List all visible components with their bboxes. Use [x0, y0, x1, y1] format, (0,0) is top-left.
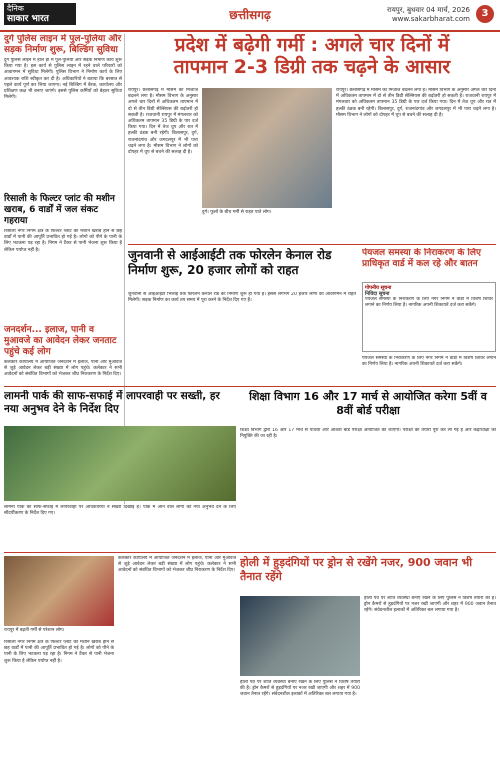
- photo-caption-2: रायपुर में बढ़ती गर्मी से परेशान लोग।: [4, 628, 114, 634]
- tender-text: पेयजल समस्या के निराकरण के लिए नगर निगम ने वार्डों में विशेष शिविर लगाने का निर्णय लिया है। नागरिक अपनी शिकायतें दर्ज करा सकेंगे।: [365, 297, 493, 309]
- photo-caption-1: दुर्ग। फूलों के बीच गर्मी से राहत पाते लोग।: [202, 210, 332, 216]
- middle-headline-1: [128, 248, 356, 288]
- main-title-line-1: प्रदेश में बढ़ेगी गर्मी : अगले चार दिनों में: [174, 34, 450, 56]
- masthead-meta: [387, 6, 470, 24]
- middle-headline-3: [240, 390, 496, 424]
- headline-park: लामनी पार्क की साफ-सफाई में लापरवाही पर सख्ती, हर नया अनुभव देने के निर्देश दिए: [4, 390, 220, 415]
- tender-title: गोपनीय सूचना: [365, 285, 392, 291]
- tender-subtitle: निविदा सूचना: [365, 291, 390, 297]
- section-rule-2: [4, 386, 496, 387]
- logo-top: दैनिक: [7, 4, 24, 13]
- bottom-headline: [240, 556, 496, 592]
- article-misc-text-2: रिसाली नगर निगम क्षेत्र के फिल्टर प्लांट की मशीन खराब होने से छह वार्डों में पानी की आपूर्ति प्रभावित हो गई है। लोगों को पीने के पानी के लिए भटकना पड़ रहा है। निगम ने टैंकर से पानी भेजना शुरू किया है लेकिन पर्याप्त नहीं है।: [4, 640, 114, 664]
- right-headline-1: [362, 248, 496, 278]
- headline-water: पेयजल समस्या के निराकरण के लिए प्राधिकृत वार्ड में कल रहे और बातन: [362, 248, 481, 269]
- section-name: छत्तीसगढ़: [229, 8, 271, 22]
- newspaper-logo: [4, 3, 76, 25]
- news-photo-park: [4, 426, 236, 501]
- article-misc-text: कलेक्टर कार्यालय में आयोजित जनदर्शन में इलाज, पानी और मुआवजे से जुड़े आवेदन लेकर बड़ी संख्या में लोग पहुंचे। कलेक्टर ने सभी आवेदनों को संबंधित विभागों को भेजकर शीघ्र निराकरण के निर्देश दिए।: [118, 556, 236, 574]
- headline-holi: होली में हुड़दंगियों पर ड्रोन से रखेंगे नजर, 900 जवान भी तैनात रहेंगे: [240, 556, 473, 583]
- main-title-line-2: तापमान 2-3 डिग्री तक चढ़ने के आसार: [173, 56, 451, 78]
- article-holi-text: होली पर्व पर शांति व्यवस्था बनाए रखने के लिए पुलिस ने विशेष तैयारी की है। ड्रोन कैमरों से हुड़दंगियों पर नजर रखी जाएगी और शहर में 900 जवान तैनात रहेंगे। संवेदनशील इलाकों में अतिरिक्त बल लगाया गया है।: [364, 596, 496, 614]
- tender-notice: [362, 282, 496, 352]
- article-park-text: लामनी पार्क की साफ-सफाई में लापरवाही पर अधिकारियों ने सख्ती दिखाई है। पार्क में आने वाले लोगों को नया अनुभव देने के लिए सौंदर्यीकरण के निर्देश दिए गए।: [4, 505, 236, 517]
- page-number: 3: [476, 5, 494, 23]
- article-text-2: रिसाली नगर निगम क्षेत्र के फिल्टर प्लांट की मशीन खराब होने से छह वार्डों में पानी की आपूर्ति प्रभावित हो गई है। लोगों को पीने के पानी के लिए भटकना पड़ रहा है। निगम ने टैंकर से पानी भेजना शुरू किया है लेकिन पर्याप्त नहीं है।: [4, 229, 122, 253]
- headline-left-1: दुर्ग पुलिस लाइन में पुल-पुलिया और सड़क निर्माण शुरू, बिल्डिंग सुविधा: [4, 34, 122, 55]
- article-water-text: पेयजल समस्या के निराकरण के लिए नगर निगम ने वार्डों में विशेष शिविर लगाने का निर्णय लिया है। नागरिक अपनी शिकायतें दर्ज करा सकेंगे।: [362, 356, 496, 368]
- headline-exam: शिक्षा विभाग 16 और 17 मार्च से आयोजित करेगा 5वीं व 8वीं बोर्ड परीक्षा: [249, 390, 487, 417]
- section-rule-3: [4, 552, 496, 553]
- logo-name: साकार भारत: [7, 14, 49, 24]
- main-headline: [128, 34, 496, 84]
- middle-headline-2: [4, 390, 236, 422]
- news-photo-heat: [202, 88, 332, 208]
- news-photo-drone: [240, 596, 360, 676]
- main-story-text-cont: रायपुर। छत्तीसगढ़ में मौसम का मिजाज बदलने लगा है। मौसम विभाग के अनुसार अगले चार दिनों में अधिकतम तापमान में दो से तीन डिग्री सेल्सियस की बढ़ोतरी हो सकती है। राजधानी रायपुर में मंगलवार को अधिकतम तापमान 35 डिग्री के पार दर्ज किया गया। दिन में तेज धूप और रात में हल्की ठंडक बनी रहेगी। बिलासपुर, दुर्ग, राजनांदगांव और जगदलपुर में भी पारा चढ़ने लगा है। मौसम विभाग ने लोगों को दोपहर में धूप से बचने की सलाह दी है।: [336, 88, 496, 118]
- article-holi-text-2: होली पर्व पर शांति व्यवस्था बनाए रखने के लिए पुलिस ने विशेष तैयारी की है। ड्रोन कैमरों से हुड़दंगियों पर नजर रखी जाएगी और शहर में 900 जवान तैनात रहेंगे। संवेदनशील इलाकों में अतिरिक्त बल लगाया गया है।: [240, 680, 360, 698]
- website-url: www.sakarbharat.com: [391, 15, 470, 23]
- section-rule: [128, 244, 496, 245]
- article-exam-text: शिक्षा विभाग द्वारा 16 और 17 मार्च से पांचवीं और आठवीं बोर्ड परीक्षा आयोजित की जाएगी। परीक्षा की तैयारी पूरी कर ली गई है और केंद्राध्यक्षों की नियुक्ति की जा रही है।: [240, 428, 496, 440]
- article-text-3: कलेक्टर कार्यालय में आयोजित जनदर्शन में इलाज, पानी और मुआवजे से जुड़े आवेदन लेकर बड़ी संख्या में लोग पहुंचे। कलेक्टर ने सभी आवेदनों को संबंधित विभागों को भेजकर शीघ्र निराकरण के निर्देश दिए।: [4, 360, 122, 378]
- article-road-text: जुनवानी से आईआईटी भिलाई तक फोरलेन केनाल रोड का निर्माण शुरू हो गया है। इससे लगभग 20 हजार लोगों को आवागमन में राहत मिलेगी। सड़क निर्माण का कार्य तय समय में पूरा करने के निर्देश दिए गए हैं।: [128, 292, 356, 304]
- headline-left-3: जनदर्शन... इलाज, पानी व मुआवजे का आवेदन लेकर जनताट पहुंचे कई लोग: [4, 325, 117, 357]
- headline-road: जुनवानी से आईआईटी तक फोरलेन केनाल रोड निर्माण शुरू, 20 हजार लोगों को राहत: [128, 248, 332, 277]
- issue-date: रायपुर, बुधवार 04 मार्च, 2026: [387, 6, 470, 14]
- masthead: [0, 0, 500, 32]
- headline-left-2: रिसाली के फिल्टर प्लांट की मशीन खराब, 6 वार्डों में जल संकट गहराया: [4, 194, 115, 226]
- main-story-text: रायपुर। छत्तीसगढ़ में मौसम का मिजाज बदलने लगा है। मौसम विभाग के अनुसार अगले चार दिनों में अधिकतम तापमान में दो से तीन डिग्री सेल्सियस की बढ़ोतरी हो सकती है। राजधानी रायपुर में मंगलवार को अधिकतम तापमान 35 डिग्री के पार दर्ज किया गया। दिन में तेज धूप और रात में हल्की ठंडक बनी रहेगी। बिलासपुर, दुर्ग, राजनांदगांव और जगदलपुर में भी पारा चढ़ने लगा है। मौसम विभाग ने लोगों को दोपहर में धूप से बचने की सलाह दी है।: [128, 88, 198, 156]
- news-photo-crowd: [4, 556, 114, 626]
- article-text-1: दुर्ग पुलिस लाइन में हाल ही में पुल-पुलिया और सड़क निर्माण कार्य शुरू किया गया है। इस कार्य से पुलिस लाइन में रहने वाले परिवारों को आवागमन में सुविधा मिलेगी। पुलिस विभाग ने निर्माण कार्य के लिए आवश्यक राशि स्वीकृत कर दी है। अधिकारियों ने बताया कि बरसात से पहले कार्य पूर्ण कर लिया जाएगा। नई बिल्डिंग में बैरक, कार्यालय और प्रशिक्षण कक्ष भी बनाए जाएंगे। इससे पुलिस कर्मियों को बेहतर सुविधा मिलेगी।: [4, 58, 122, 101]
